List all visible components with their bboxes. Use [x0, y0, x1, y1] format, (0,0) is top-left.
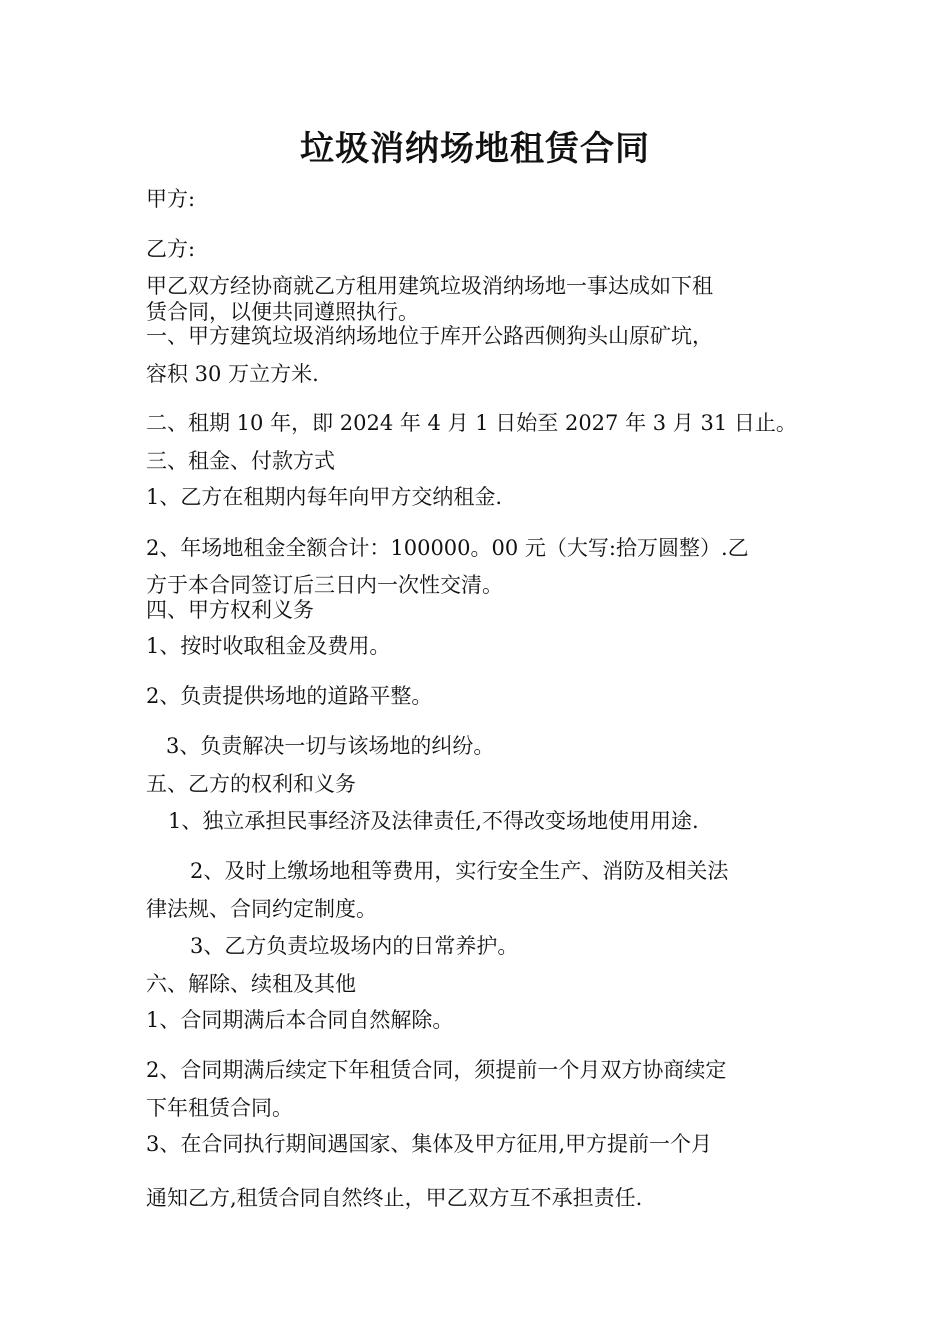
- section-5-item-3: 3、乙方负责垃圾场内的日常养护。: [190, 934, 519, 958]
- section-5-item-2-line-1: 2、及时上缴场地租等费用，实行安全生产、消防及相关法: [190, 859, 729, 883]
- section-4-item-3: 3、负责解决一切与该场地的纠纷。: [166, 734, 495, 758]
- clause-1-line-1: 一、甲方建筑垃圾消纳场地位于库开公路西侧狗头山原矿坑，: [146, 324, 713, 348]
- section-6-item-2-line-2: 下年租赁合同。: [146, 1096, 293, 1120]
- section-4-heading: 四、甲方权利义务: [146, 598, 314, 622]
- clause-2-line: 二、租期 10 年，即 2024 年 4 月 1 日始至 2027 年 3 月 31 日止。: [146, 411, 797, 435]
- section-3-item-1: 1、乙方在租期内每年向甲方交纳租金.: [146, 485, 503, 509]
- section-6-item-1: 1、合同期满后本合同自然解除。: [146, 1008, 454, 1032]
- section-3-heading: 三、租金、付款方式: [146, 449, 335, 473]
- document-title: 垃圾消纳场地租赁合同: [300, 129, 650, 169]
- party-a-line: 甲方:: [146, 187, 196, 211]
- section-5-item-1: 1、独立承担民事经济及法律责任,不得改变场地使用用途.: [168, 809, 699, 833]
- clause-1-line-2: 容积 30 万立方米.: [146, 362, 319, 386]
- section-3-item-2-line-1: 2、年场地租金全额合计：100000。00 元（大写:拾万圆整）.乙: [146, 536, 749, 560]
- section-4-item-2: 2、负责提供场地的道路平整。: [146, 684, 433, 708]
- section-3-item-2-line-2: 方于本合同签订后三日内一次性交清。: [146, 573, 503, 597]
- section-6-item-3-line-2: 通知乙方,租赁合同自然终止，甲乙双方互不承担责任.: [146, 1186, 643, 1210]
- section-6-item-3-line-1: 3、在合同执行期间遇国家、集体及甲方征用,甲方提前一个月: [146, 1132, 713, 1156]
- section-5-heading: 五、乙方的权利和义务: [146, 772, 356, 796]
- section-6-heading: 六、解除、续租及其他: [146, 972, 356, 996]
- section-5-item-2-line-2: 律法规、合同约定制度。: [146, 897, 377, 921]
- section-6-item-2-line-1: 2、合同期满后续定下年租赁合同，须提前一个月双方协商续定: [146, 1058, 727, 1082]
- preamble-line-1: 甲乙双方经协商就乙方租用建筑垃圾消纳场地一事达成如下租: [146, 274, 713, 298]
- preamble-line-2: 赁合同，以便共同遵照执行。: [146, 300, 419, 324]
- party-b-line: 乙方:: [146, 237, 196, 261]
- section-4-item-1: 1、按时收取租金及费用。: [146, 634, 391, 658]
